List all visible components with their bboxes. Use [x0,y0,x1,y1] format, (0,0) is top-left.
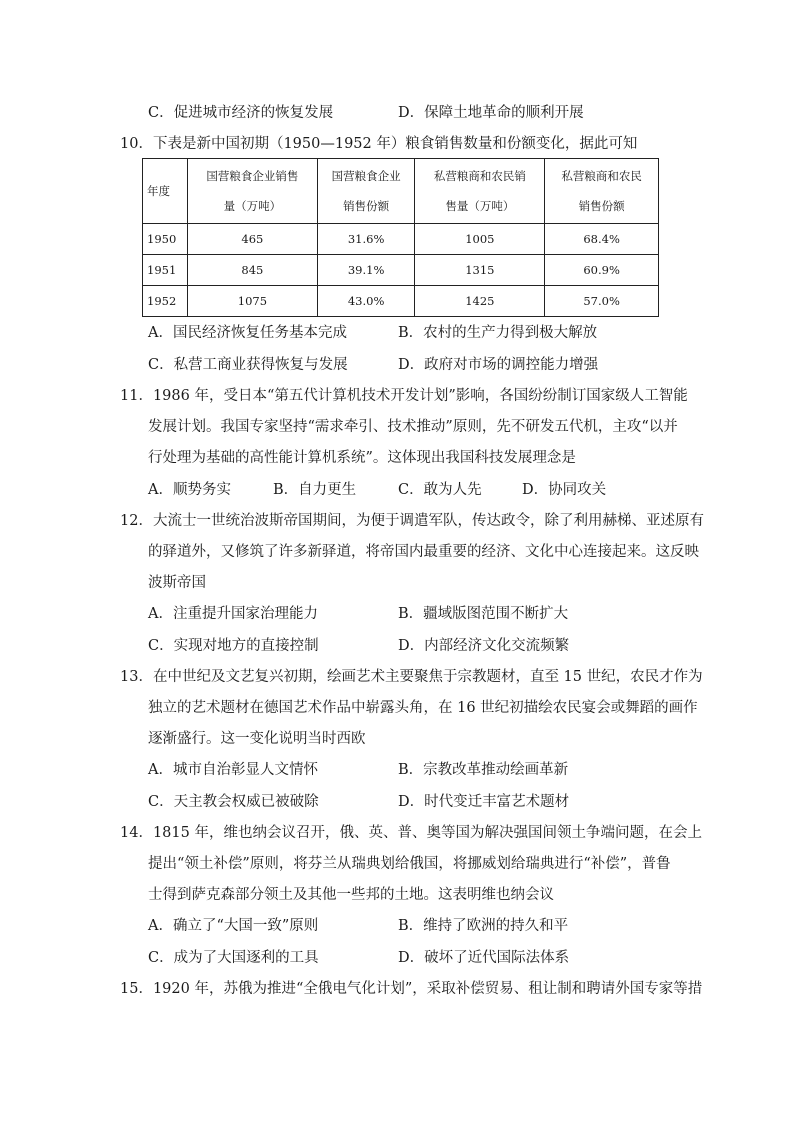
cell-state-qty: 845 [188,255,318,286]
q10-option-a: A．国民经济恢复任务基本完成 [148,325,347,341]
q11-line3: 行处理为基础的高性能计算机系统”。这体现出我国科技发展理念是 [148,450,576,466]
q9-option-d: D．保障土地革命的顺利开展 [398,105,584,121]
q12-option-d: D．内部经济文化交流频繁 [398,638,570,654]
q11-option-b: B．自力更生 [273,482,357,498]
q12-line2: 的驿道外，又修筑了许多新驿道，将帝国内最重要的经济、文化中心连接起来。这反映 [148,544,699,560]
q13-option-d: D．时代变迁丰富艺术题材 [398,794,570,810]
q13-line2: 独立的艺术题材在德国艺术作品中崭露头角，在 16 世纪初描绘农民宴会或舞蹈的画作 [148,700,698,716]
cell-private-share: 57.0% [545,286,659,317]
cell-state-qty: 1075 [188,286,318,317]
cell-year: 1952 [143,286,188,317]
q10-option-d: D．政府对市场的调控能力增强 [398,357,599,373]
cell-private-qty: 1315 [415,255,545,286]
cell-year: 1951 [143,255,188,286]
header-state-share-line2: 销售份额 [343,199,390,213]
header-state-qty-line1: 国营粮食企业销售 [206,169,299,183]
q14-line2: 提出“领土补偿”原则，将芬兰从瑞典划给俄国，将挪威划给瑞典进行“补偿”，普鲁 [148,856,671,872]
cell-state-share: 31.6% [317,224,415,255]
q14-line1: 14．1815 年，维也纳会议召开，俄、英、普、奥等国为解决强国间领土争端问题，在会上 [120,825,702,841]
q12-option-c: C．实现对地方的直接控制 [148,638,319,654]
header-private-share-line1: 私营粮商和农民 [561,169,642,183]
q12-option-b: B．疆域版图范围不断扩大 [398,606,569,622]
cell-private-qty: 1425 [415,286,545,317]
header-year: 年度 [143,159,188,224]
q12-line1: 12．大流士一世统治波斯帝国期间，为便于调遣军队，传达政令，除了利用赫梯、亚述原有 [120,513,704,529]
header-state-share-line1: 国营粮食企业 [331,169,401,183]
q11-line2: 发展计划。我国专家坚持“需求牵引、技术推动”原则，先不研发五代机，主攻“以并 [148,419,678,435]
q13-line3: 逐渐盛行。这一变化说明当时西欧 [148,731,366,747]
header-private-qty-line2: 售量（万吨） [445,199,515,213]
q11-line1: 11．1986 年，受日本“第五代计算机技术开发计划”影响，各国纷纷制订国家级人工智能 [120,388,688,404]
table-row [143,255,659,286]
q13-option-c: C．天主教会权威已被破除 [148,794,319,810]
cell-private-share: 60.9% [545,255,659,286]
q14-option-d: D．破坏了近代国际法体系 [398,950,570,966]
cell-state-qty: 465 [188,224,318,255]
q13-option-b: B．宗教改革推动绘画革新 [398,762,569,778]
grain-sales-table [142,158,659,317]
table-row [143,224,659,255]
q14-option-b: B．维持了欧洲的持久和平 [398,918,569,934]
q14-option-a: A．确立了“大国一致”原则 [148,918,319,934]
q13-line1: 13．在中世纪及文艺复兴初期，绘画艺术主要聚焦于宗教题材，直至 15 世纪，农民才作为 [120,669,703,685]
cell-state-share: 39.1% [317,255,415,286]
cell-private-qty: 1005 [415,224,545,255]
header-private-share [545,159,659,224]
q11-option-a: A．顺势务实 [148,482,231,498]
q10-stem: 10．下表是新中国初期（1950—1952 年）粮食销售数量和份额变化，据此可知 [120,136,638,152]
table-row [143,286,659,317]
q15-line1: 15．1920 年，苏俄为推进“全俄电气化计划”，采取补偿贸易、租让制和聘请外国专家等措 [120,981,703,997]
header-state-qty-line2: 量（万吨） [223,199,282,213]
header-private-share-line2: 销售份额 [578,199,625,213]
header-private-qty-line1: 私营粮商和农民销 [433,169,526,183]
q13-option-a: A．城市自治彰显人文情怀 [148,762,318,778]
q12-option-a: A．注重提升国家治理能力 [148,606,318,622]
header-private-qty [415,159,545,224]
cell-year: 1950 [143,224,188,255]
q9-option-c: C．促进城市经济的恢复发展 [148,105,334,121]
q10-option-c: C．私营工商业获得恢复与发展 [148,357,348,373]
q11-option-d: D．协同攻关 [522,482,607,498]
q11-option-c: C．敢为人先 [398,482,482,498]
q10-option-b: B．农村的生产力得到极大解放 [398,325,598,341]
q14-option-c: C．成为了大国逐利的工具 [148,950,319,966]
table-header-row [143,159,659,224]
q12-line3: 波斯帝国 [148,575,206,591]
header-state-qty [188,159,318,224]
cell-private-share: 68.4% [545,224,659,255]
cell-state-share: 43.0% [317,286,415,317]
header-state-share [317,159,415,224]
q14-line3: 士得到萨克森部分领土及其他一些邦的土地。这表明维也纳会议 [148,887,554,903]
